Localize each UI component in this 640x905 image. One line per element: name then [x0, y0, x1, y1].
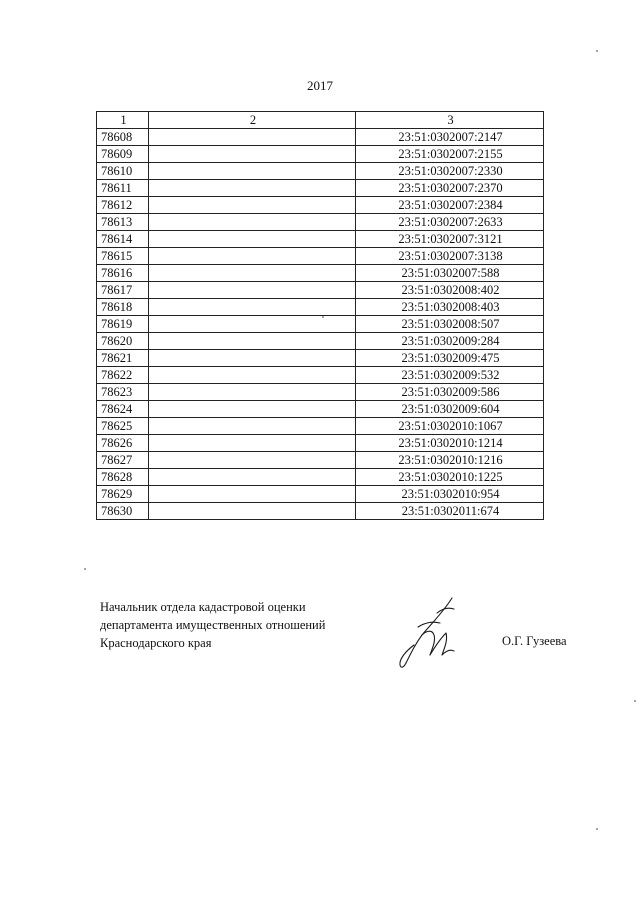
row-number-cell: 78621	[97, 350, 149, 367]
table-row	[97, 282, 544, 299]
table-row	[97, 469, 544, 486]
table-row	[97, 503, 544, 520]
page-number: 2017	[307, 78, 333, 93]
signer-name: О.Г. Гузеева	[502, 634, 567, 648]
row-number-cell: 78619	[97, 316, 149, 333]
row-number-cell: 78612	[97, 197, 149, 214]
empty-cell	[149, 129, 356, 146]
row-number-cell: 78608	[97, 129, 149, 146]
row-number-cell: 78616	[97, 265, 149, 282]
scan-speck	[596, 828, 598, 830]
cadastral-number-cell: 23:51:0302007:2155	[356, 146, 544, 163]
row-number-cell: 78617	[97, 282, 149, 299]
scan-speck	[596, 50, 598, 52]
row-number-cell: 78620	[97, 333, 149, 350]
scan-speck	[84, 568, 86, 570]
column-header-3: 3	[356, 112, 544, 129]
cadastral-number-cell: 23:51:0302009:284	[356, 333, 544, 350]
column-header-2: 2	[149, 112, 356, 129]
table-row	[97, 197, 544, 214]
row-number-cell: 78614	[97, 231, 149, 248]
cadastral-number-cell: 23:51:0302009:586	[356, 384, 544, 401]
empty-cell	[149, 146, 356, 163]
table-row	[97, 129, 544, 146]
table-row	[97, 486, 544, 503]
cadastral-number-cell: 23:51:0302009:532	[356, 367, 544, 384]
signatory-position	[100, 598, 325, 652]
cadastral-table	[96, 111, 544, 520]
table-row	[97, 265, 544, 282]
cadastral-number-cell: 23:51:0302007:2633	[356, 214, 544, 231]
table-row	[97, 418, 544, 435]
table-row	[97, 452, 544, 469]
row-number-cell: 78609	[97, 146, 149, 163]
row-number-cell: 78625	[97, 418, 149, 435]
cadastral-number-cell: 23:51:0302007:2330	[356, 163, 544, 180]
empty-cell	[149, 231, 356, 248]
cadastral-number-cell: 23:51:0302010:1067	[356, 418, 544, 435]
row-number-cell: 78627	[97, 452, 149, 469]
empty-cell	[149, 350, 356, 367]
empty-cell	[149, 163, 356, 180]
table-row	[97, 163, 544, 180]
row-number-cell: 78615	[97, 248, 149, 265]
empty-cell	[149, 503, 356, 520]
cadastral-number-cell: 23:51:0302009:475	[356, 350, 544, 367]
empty-cell	[149, 452, 356, 469]
empty-cell	[149, 401, 356, 418]
cadastral-number-cell: 23:51:0302007:2384	[356, 197, 544, 214]
handwritten-signature	[392, 593, 472, 673]
row-number-cell: 78611	[97, 180, 149, 197]
cadastral-number-cell: 23:51:0302008:402	[356, 282, 544, 299]
cadastral-number-cell: 23:51:0302009:604	[356, 401, 544, 418]
table-row	[97, 214, 544, 231]
table-row	[97, 146, 544, 163]
empty-cell	[149, 316, 356, 333]
empty-cell	[149, 486, 356, 503]
scan-speck	[634, 700, 636, 702]
empty-cell	[149, 248, 356, 265]
table-row	[97, 299, 544, 316]
cadastral-number-cell: 23:51:0302008:403	[356, 299, 544, 316]
row-number-cell: 78618	[97, 299, 149, 316]
empty-cell	[149, 282, 356, 299]
empty-cell	[149, 333, 356, 350]
cadastral-number-cell: 23:51:0302008:507	[356, 316, 544, 333]
cadastral-number-cell: 23:51:0302010:1216	[356, 452, 544, 469]
cadastral-number-cell: 23:51:0302010:1225	[356, 469, 544, 486]
row-number-cell: 78613	[97, 214, 149, 231]
empty-cell	[149, 435, 356, 452]
table-row	[97, 401, 544, 418]
cadastral-number-cell: 23:51:0302011:674	[356, 503, 544, 520]
row-number-cell: 78610	[97, 163, 149, 180]
empty-cell	[149, 197, 356, 214]
table-row	[97, 367, 544, 384]
signatory-position-line-3: Краснодарского края	[100, 636, 212, 650]
table-header-row	[97, 112, 544, 129]
empty-cell	[149, 265, 356, 282]
table-row	[97, 231, 544, 248]
scan-speck	[322, 316, 324, 318]
empty-cell	[149, 299, 356, 316]
empty-cell	[149, 367, 356, 384]
empty-cell	[149, 214, 356, 231]
table-body	[97, 129, 544, 520]
cadastral-number-cell: 23:51:0302010:954	[356, 486, 544, 503]
empty-cell	[149, 384, 356, 401]
cadastral-number-cell: 23:51:0302007:3138	[356, 248, 544, 265]
row-number-cell: 78626	[97, 435, 149, 452]
row-number-cell: 78622	[97, 367, 149, 384]
empty-cell	[149, 418, 356, 435]
signatory-position-line-1: Начальник отдела кадастровой оценки	[100, 600, 306, 614]
column-header-1: 1	[97, 112, 149, 129]
empty-cell	[149, 469, 356, 486]
cadastral-number-cell: 23:51:0302010:1214	[356, 435, 544, 452]
cadastral-number-cell: 23:51:0302007:2370	[356, 180, 544, 197]
cadastral-number-cell: 23:51:0302007:2147	[356, 129, 544, 146]
cadastral-number-cell: 23:51:0302007:3121	[356, 231, 544, 248]
table-row	[97, 435, 544, 452]
table-row	[97, 350, 544, 367]
table-row	[97, 248, 544, 265]
row-number-cell: 78623	[97, 384, 149, 401]
empty-cell	[149, 180, 356, 197]
table-row	[97, 316, 544, 333]
row-number-cell: 78629	[97, 486, 149, 503]
row-number-cell: 78630	[97, 503, 149, 520]
row-number-cell: 78624	[97, 401, 149, 418]
cadastral-number-cell: 23:51:0302007:588	[356, 265, 544, 282]
table-row	[97, 384, 544, 401]
row-number-cell: 78628	[97, 469, 149, 486]
table-row	[97, 180, 544, 197]
signatory-position-line-2: департамента имущественных отношений	[100, 618, 326, 632]
table-row	[97, 333, 544, 350]
